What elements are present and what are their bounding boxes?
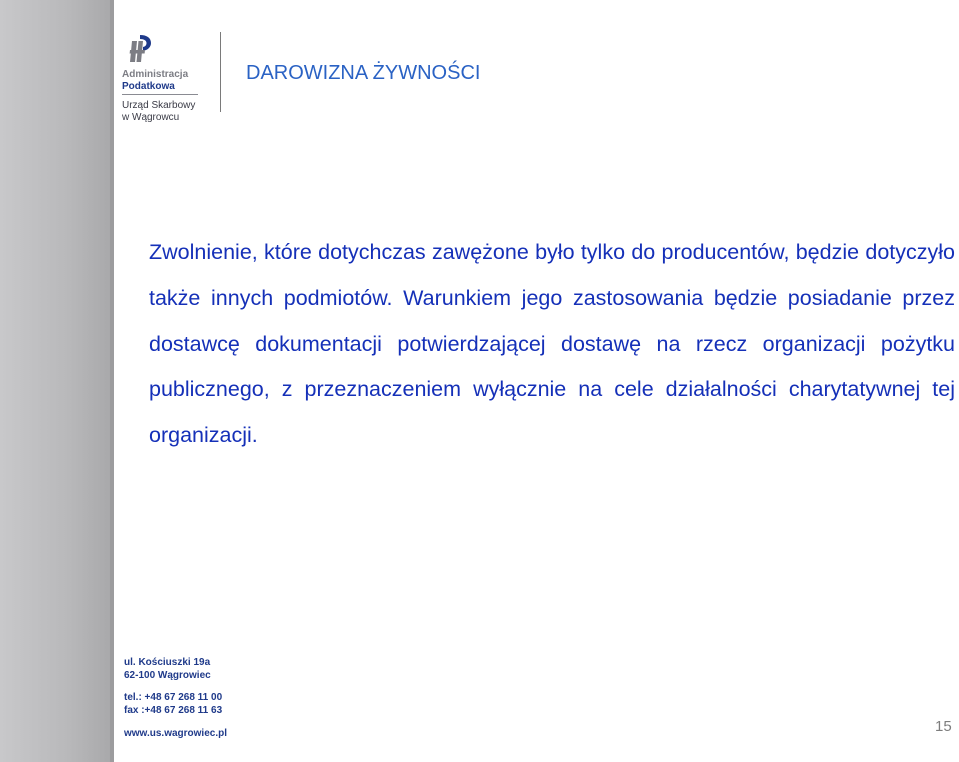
footer-address-street: ul. Kościuszki 19a — [124, 657, 211, 668]
logo-text-office: Urząd Skarbowy — [122, 100, 196, 111]
administracja-podatkowa-logo-icon — [122, 32, 158, 68]
header-divider — [220, 32, 221, 112]
logo-divider — [122, 94, 198, 95]
logo-text-city: w Wągrowcu — [122, 112, 180, 123]
footer-spacer-large — [124, 717, 227, 727]
body-paragraph: Zwolnienie, które dotychczas zawężone było tylko do producentów, będzie dotyczyło także innych podmiotów. Warunkiem jego zastosowania będzie posiadanie przez dostawcę dokumentacji potwierdzającej dostawę na rzecz organizacji pożytku publicznego, z przeznaczeniem wyłącznie na cele działalności charytatywnej tej organizacji. — [149, 240, 955, 448]
logo-text-administracja: Administracja — [122, 69, 189, 80]
footer-spacer — [124, 682, 227, 691]
footer-phone: tel.: +48 67 268 11 00 — [124, 692, 223, 703]
footer-website-link[interactable]: www.us.wagrowiec.pl — [124, 728, 227, 739]
page-title: DAROWIZNA ŻYWNOŚCI — [246, 62, 481, 84]
page-number: 15 — [935, 718, 952, 735]
left-decorative-band — [0, 0, 110, 762]
left-decorative-strip — [110, 0, 114, 762]
footer-fax: fax :+48 67 268 11 63 — [124, 705, 223, 716]
footer-address-city: 62-100 Wągrowiec — [124, 670, 211, 681]
contact-footer — [124, 656, 227, 740]
logo-text-podatkowa: Podatkowa — [122, 81, 175, 92]
